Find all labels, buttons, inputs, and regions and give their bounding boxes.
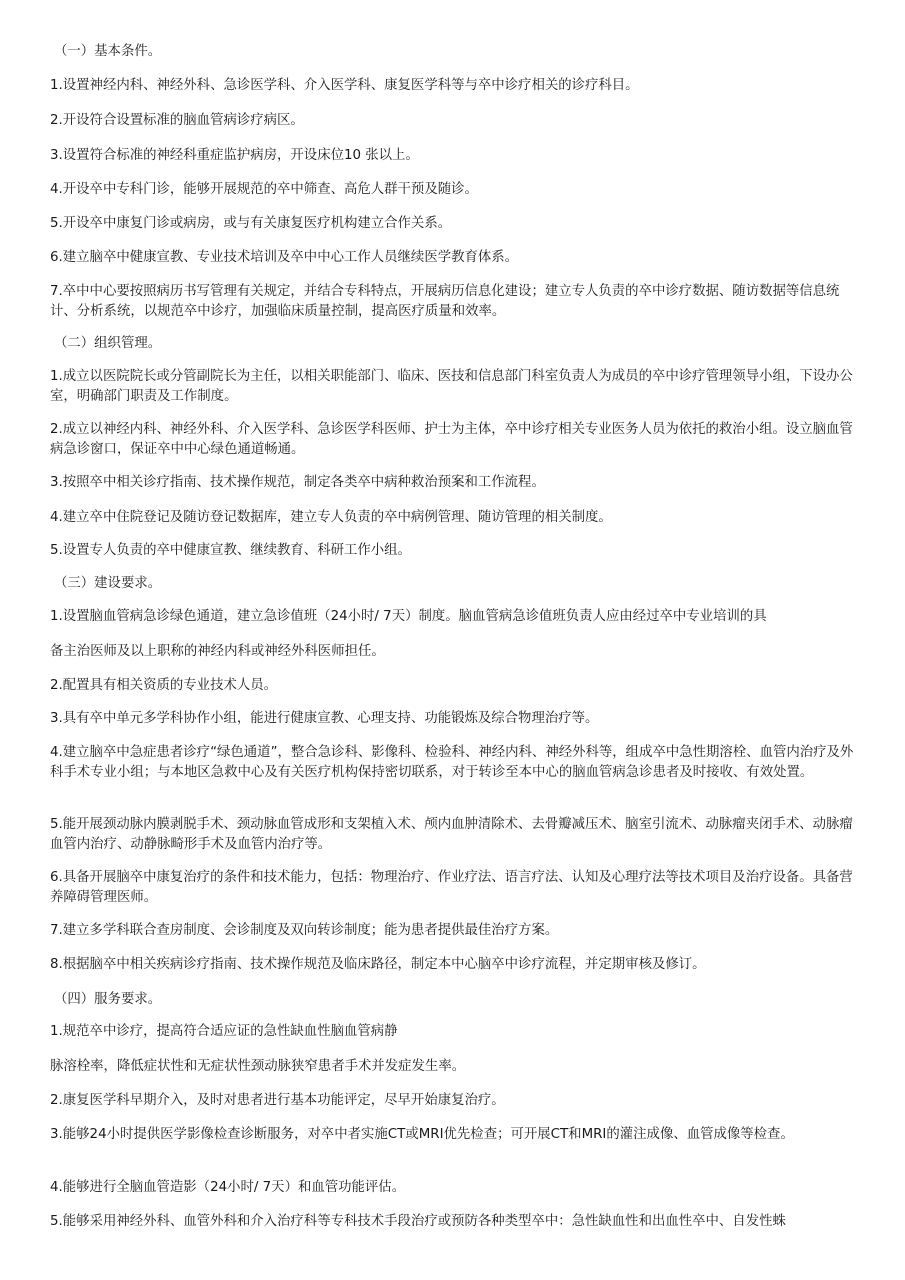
paragraph: 5.开设卒中康复门诊或病房，或与有关康复医疗机构建立合作关系。	[50, 216, 452, 231]
paragraph: 7.建立多学科联合查房制度、会诊制度及双向转诊制度；能为患者提供最佳治疗方案。	[50, 923, 559, 938]
paragraph: 6.建立脑卒中健康宣教、专业技术培训及卒中中心工作人员继续医学教育体系。	[50, 250, 519, 265]
paragraph: 1.规范卒中诊疗，提高符合适应证的急性缺血性脑血管病静	[50, 1024, 398, 1039]
paragraph: 6.具备开展脑卒中康复治疗的条件和技术能力，包括：物理治疗、作业疗法、语言疗法、认知及心理疗法等技术项目及治疗设备。具备营养障碍管理医师。	[50, 870, 853, 905]
paragraph: 4.建立卒中住院登记及随访登记数据库，建立专人负责的卒中病例管理、随访管理的相关制度。	[50, 510, 612, 525]
paragraph: 1.成立以医院院长或分管副院长为主任，以相关职能部门、临床、医技和信息部门科室负责人为成员的卒中诊疗管理领导小组，下设办公室，明确部门职责及工作制度。	[50, 369, 853, 404]
section-heading-basic-conditions: （一）基本条件。	[54, 44, 162, 59]
section-heading-construction: （三）建设要求。	[54, 576, 162, 591]
paragraph: 2.开设符合设置标准的脑血管病诊疗病区。	[50, 113, 304, 128]
paragraph: 8.根据脑卒中相关疾病诊疗指南、技术操作规范及临床路径，制定本中心脑卒中诊疗流程，并定期审核及修订。	[50, 957, 706, 972]
paragraph: 1.设置脑血管病急诊绿色通道，建立急诊值班（24小时/ 7天）制度。脑血管病急诊值班负责人应由经过卒中专业培训的具	[50, 609, 767, 624]
section-heading-organization: （二）组织管理。	[54, 336, 162, 351]
paragraph: 2.成立以神经内科、神经外科、介入医学科、急诊医学科医师、护士为主体，卒中诊疗相关专业医务人员为依托的救治小组。设立脑血管病急诊窗口，保证卒中中心绿色通道畅通。	[50, 422, 853, 457]
paragraph: 1.设置神经内科、神经外科、急诊医学科、介入医学科、康复医学科等与卒中诊疗相关的诊疗科目。	[50, 78, 639, 93]
paragraph: 4.能够进行全脑血管造影（24小时/ 7天）和血管功能评估。	[50, 1180, 406, 1195]
paragraph: 脉溶栓率，降低症状性和无症状性颈动脉狭窄患者手术并发症发生率。	[50, 1059, 466, 1074]
paragraph: 5.能够采用神经外科、血管外科和介入治疗科等专科技术手段治疗或预防各种类型卒中：急性缺血性和出血性卒中、自发性蛛	[50, 1214, 786, 1229]
paragraph: 5.设置专人负责的卒中健康宣教、继续教育、科研工作小组。	[50, 543, 411, 558]
paragraph: 4.建立脑卒中急症患者诊疗“绿色通道”，整合急诊科、影像科、检验科、神经内科、神经外科等，组成卒中急性期溶栓、血管内治疗及外科手术专业小组；与本地区急救中心及有关医疗机构保持密切联系，对于转诊至本中心的脑血管病急诊患者及时接收、有效处置。	[50, 745, 854, 780]
paragraph: 7.卒中中心要按照病历书写管理有关规定，并结合专科特点，开展病历信息化建设；建立专人负责的卒中诊疗数据、随访数据等信息统计、分析系统，以规范卒中诊疗，加强临床质量控制，提高医疗质量和效率。	[50, 284, 840, 319]
paragraph: 3.设置符合标准的神经科重症监护病房，开设床位10 张以上。	[50, 148, 419, 163]
section-heading-service: （四）服务要求。	[54, 992, 162, 1007]
paragraph: 备主治医师及以上职称的神经内科或神经外科医师担任。	[50, 644, 385, 659]
paragraph: 4.开设卒中专科门诊，能够开展规范的卒中筛查、高危人群干预及随诊。	[50, 182, 478, 197]
paragraph: 5.能开展颈动脉内膜剥脱手术、颈动脉血管成形和支架植入术、颅内血肿清除术、去骨瓣减压术、脑室引流术、动脉瘤夹闭手术、动脉瘤血管内治疗、动静脉畸形手术及血管内治疗等。	[50, 817, 853, 852]
paragraph: 3.按照卒中相关诊疗指南、技术操作规范，制定各类卒中病种救治预案和工作流程。	[50, 475, 545, 490]
paragraph: 2.康复医学科早期介入，及时对患者进行基本功能评定，尽早开始康复治疗。	[50, 1093, 505, 1108]
paragraph: 2.配置具有相关资质的专业技术人员。	[50, 678, 278, 693]
paragraph: 3.能够24小时提供医学影像检查诊断服务，对卒中者实施CT或MRI优先检查；可开展CT和MRI的灌注成像、血管成像等检查。	[50, 1127, 794, 1142]
paragraph: 3.具有卒中单元多学科协作小组，能进行健康宣教、心理支持、功能锻炼及综合物理治疗等。	[50, 711, 599, 726]
